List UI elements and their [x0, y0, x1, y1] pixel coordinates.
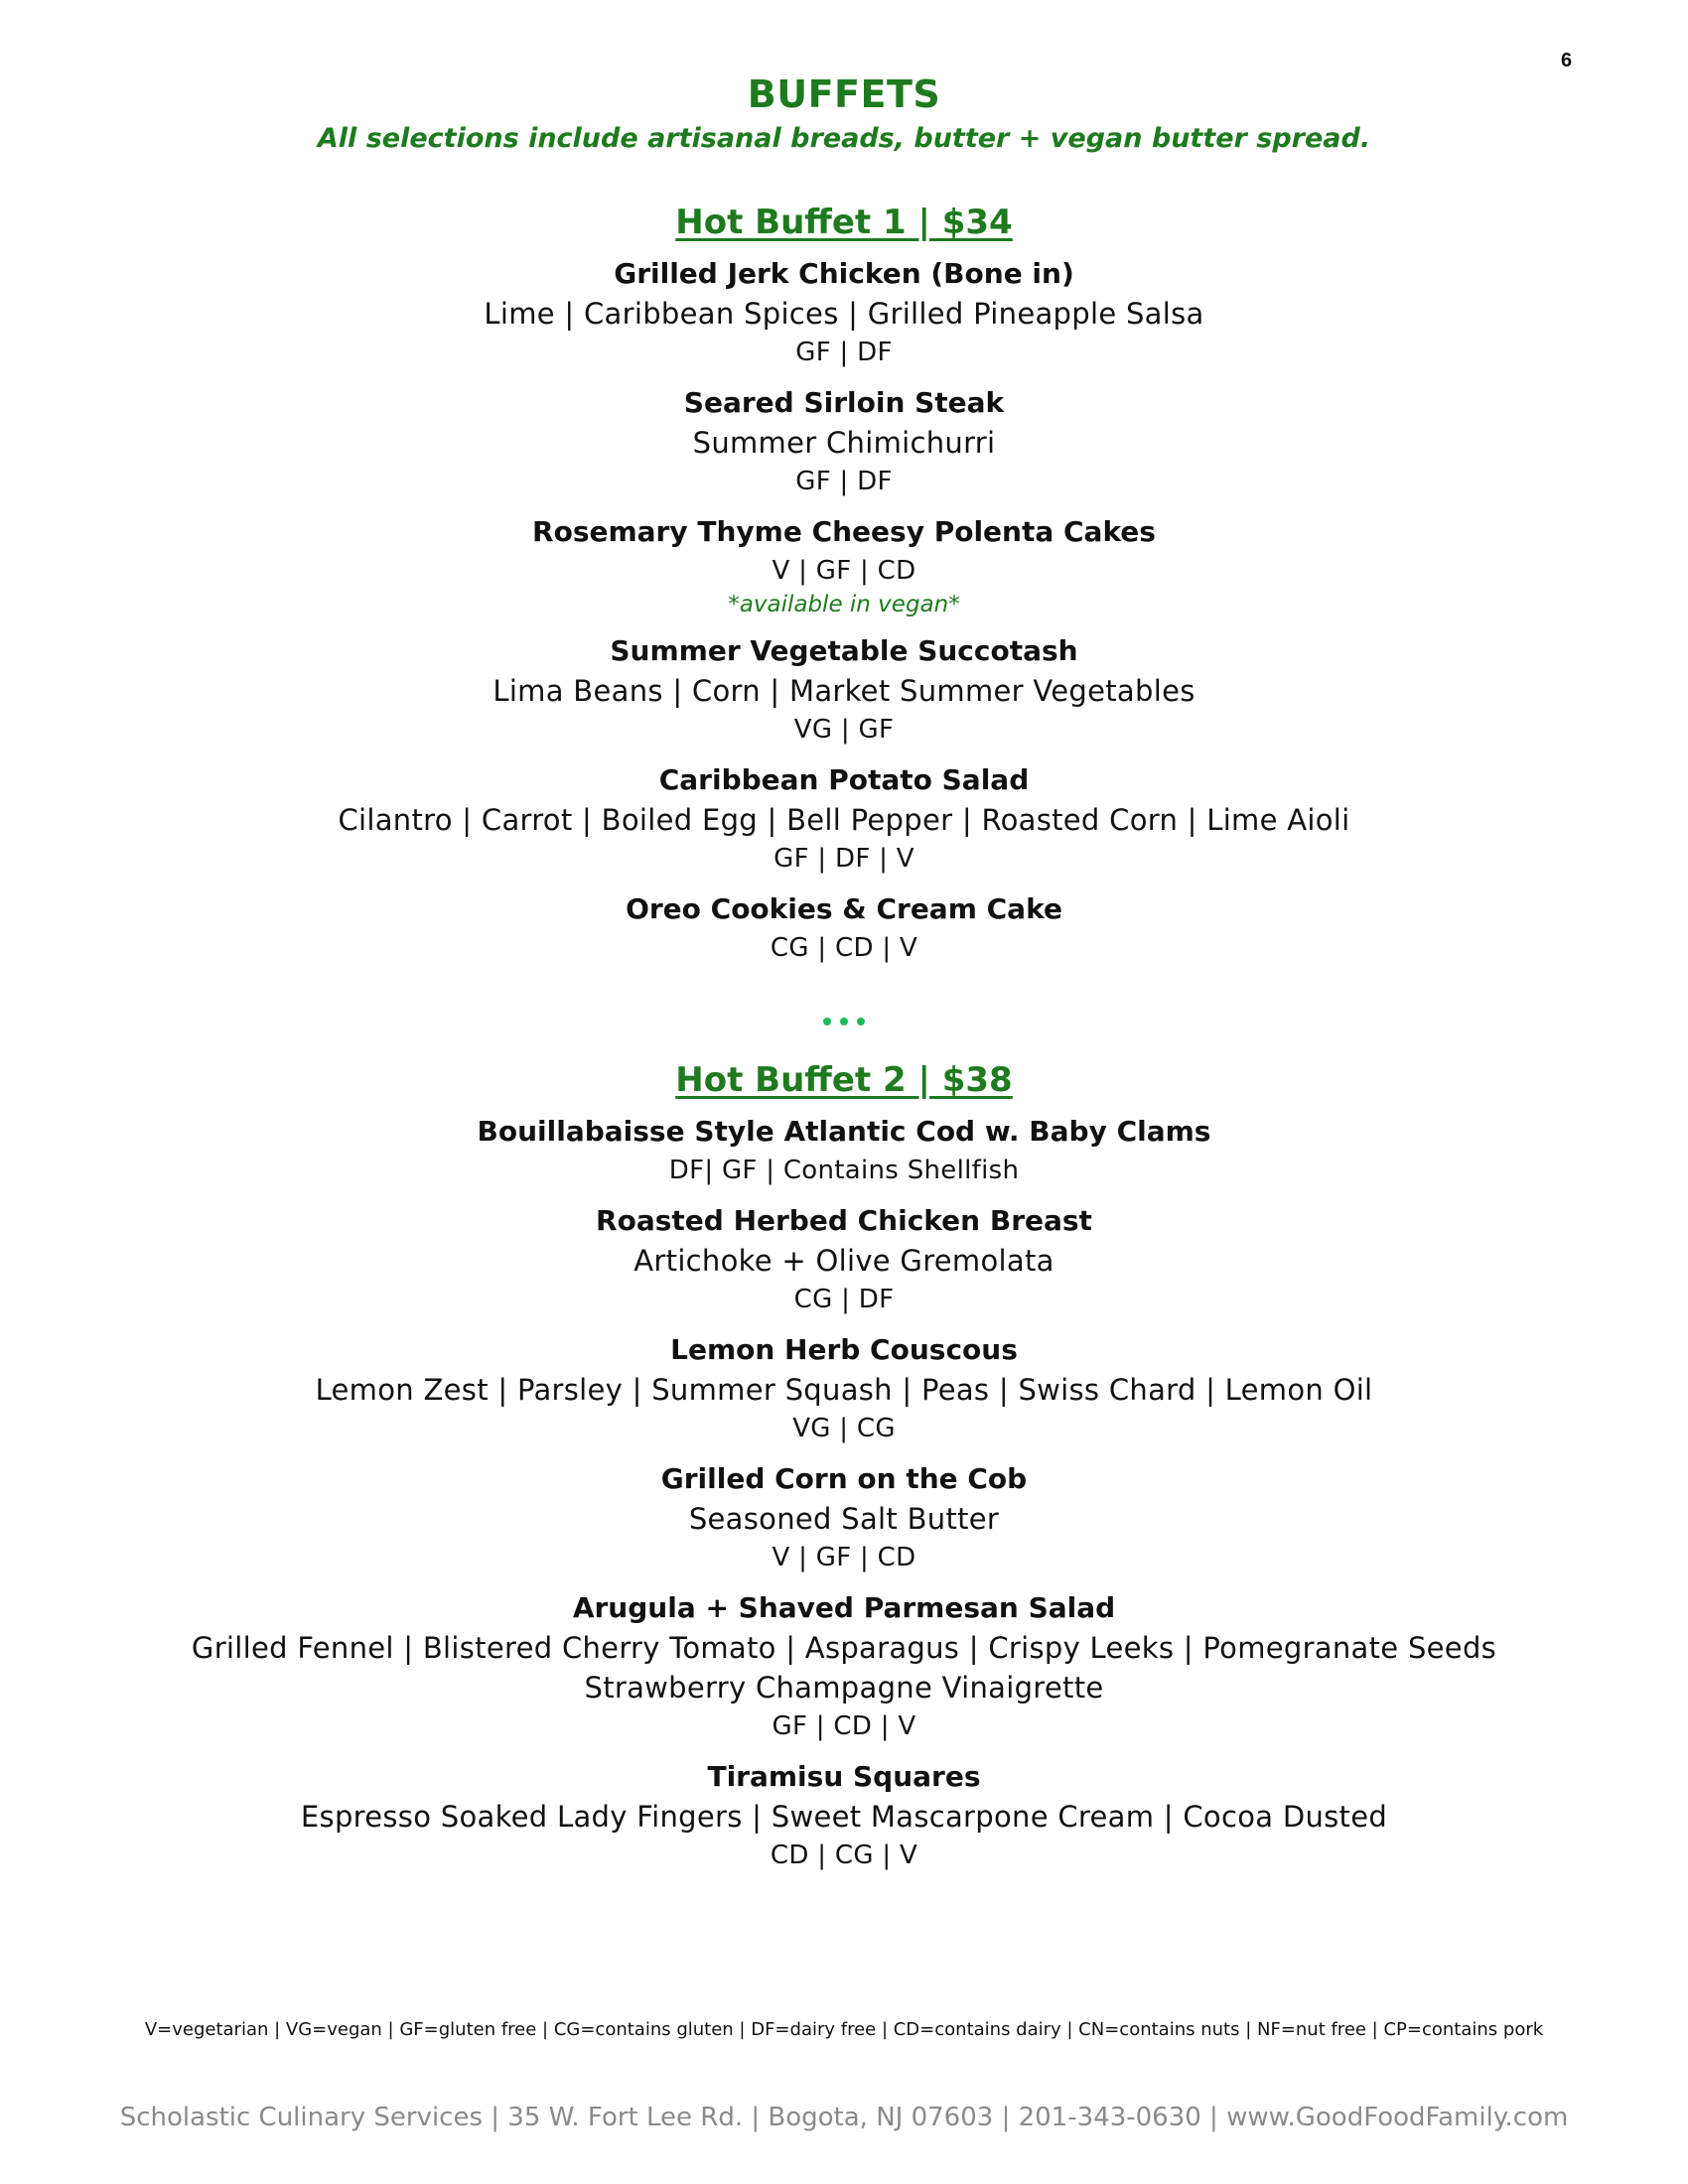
divider-dot — [857, 1018, 865, 1025]
buffet-section-1 — [0, 199, 1688, 979]
divider-dot — [823, 1018, 831, 1025]
item-description: Cilantro | Carrot | Boiled Egg | Bell Pepper | Roasted Corn | Lime Aioli — [338, 803, 1350, 837]
menu-item — [0, 760, 1688, 878]
menu-item — [0, 889, 1688, 967]
menu-item — [0, 1757, 1688, 1874]
item-description: Artichoke + Olive Gremolata — [633, 1244, 1055, 1278]
item-description: Lima Beans | Corn | Market Summer Vegetables — [492, 674, 1196, 708]
item-tags: GF | DF — [795, 467, 893, 496]
item-description: Seasoned Salt Butter — [688, 1502, 1000, 1536]
page-header — [0, 71, 1688, 159]
buffet-section-2 — [0, 1056, 1688, 1886]
menu-item — [0, 1330, 1688, 1447]
item-description: Lime | Caribbean Spices | Grilled Pineapple Salsa — [484, 297, 1204, 331]
item-note: *available in vegan* — [728, 592, 960, 617]
item-tags: V | GF | CD — [772, 1543, 916, 1572]
company-footer: Scholastic Culinary Services | 35 W. Fort Lee Rd. | Bogota, NJ 07603 | 201-343-0630 | www.GoodFoodFamily.com — [119, 2103, 1569, 2132]
item-name: Grilled Corn on the Cob — [660, 1462, 1028, 1495]
menu-item — [0, 383, 1688, 500]
section-heading: Hot Buffet 2 | $38 — [675, 1060, 1013, 1100]
item-name: Grilled Jerk Chicken (Bone in) — [614, 257, 1074, 290]
menu-item — [0, 1112, 1688, 1189]
divider-dot — [840, 1018, 848, 1025]
item-name: Seared Sirloin Steak — [683, 386, 1005, 419]
menu-item — [0, 1201, 1688, 1318]
menu-item — [0, 1588, 1688, 1745]
item-name: Summer Vegetable Succotash — [610, 634, 1078, 667]
item-name: Arugula + Shaved Parmesan Salad — [572, 1591, 1116, 1624]
menu-item — [0, 254, 1688, 371]
section-divider — [0, 1011, 1688, 1029]
section-heading: Hot Buffet 1 | $34 — [675, 203, 1013, 242]
item-name: Tiramisu Squares — [707, 1760, 981, 1793]
item-tags: VG | CG — [792, 1414, 896, 1443]
item-name: Bouillabaisse Style Atlantic Cod w. Baby Clams — [477, 1115, 1211, 1148]
menu-item — [0, 1459, 1688, 1576]
item-tags: CG | CD | V — [770, 933, 918, 963]
item-tags: DF| GF | Contains Shellfish — [668, 1156, 1020, 1185]
item-tags: GF | CD | V — [772, 1711, 916, 1741]
item-name: Caribbean Potato Salad — [658, 763, 1030, 796]
item-tags: GF | DF — [795, 338, 893, 367]
item-tags: CG | DF — [793, 1285, 895, 1314]
item-description: Espresso Soaked Lady Fingers | Sweet Mascarpone Cream | Cocoa Dusted — [300, 1800, 1388, 1834]
item-name: Lemon Herb Couscous — [670, 1333, 1018, 1366]
menu-item — [0, 512, 1688, 619]
item-description: Summer Chimichurri — [692, 426, 996, 460]
item-name: Oreo Cookies & Cream Cake — [626, 892, 1062, 925]
page-subtitle: All selections include artisanal breads, butter + vegan butter spread. — [317, 123, 1371, 154]
page-number: 6 — [1561, 50, 1573, 71]
page-title: BUFFETS — [747, 72, 941, 116]
item-tags: V | GF | CD — [772, 556, 916, 586]
item-name: Rosemary Thyme Cheesy Polenta Cakes — [532, 515, 1156, 548]
item-name: Roasted Herbed Chicken Breast — [596, 1204, 1092, 1237]
dietary-legend: V=vegetarian | VG=vegan | GF=gluten free | CG=contains gluten | DF=dairy free | CD=contains dairy | CN=contains nuts | NF=nut free | CP=contains pork — [144, 2019, 1544, 2040]
item-description: Grilled Fennel | Blistered Cherry Tomato | Asparagus | Crispy Leeks | Pomegranate Seeds — [191, 1631, 1497, 1665]
menu-item — [0, 631, 1688, 749]
item-tags: CD | CG | V — [770, 1841, 918, 1870]
item-description-2: Strawberry Champagne Vinaigrette — [584, 1671, 1104, 1705]
item-tags: GF | DF | V — [774, 844, 914, 874]
item-tags: VG | GF — [793, 715, 895, 745]
item-description: Lemon Zest | Parsley | Summer Squash | Peas | Swiss Chard | Lemon Oil — [315, 1373, 1373, 1407]
